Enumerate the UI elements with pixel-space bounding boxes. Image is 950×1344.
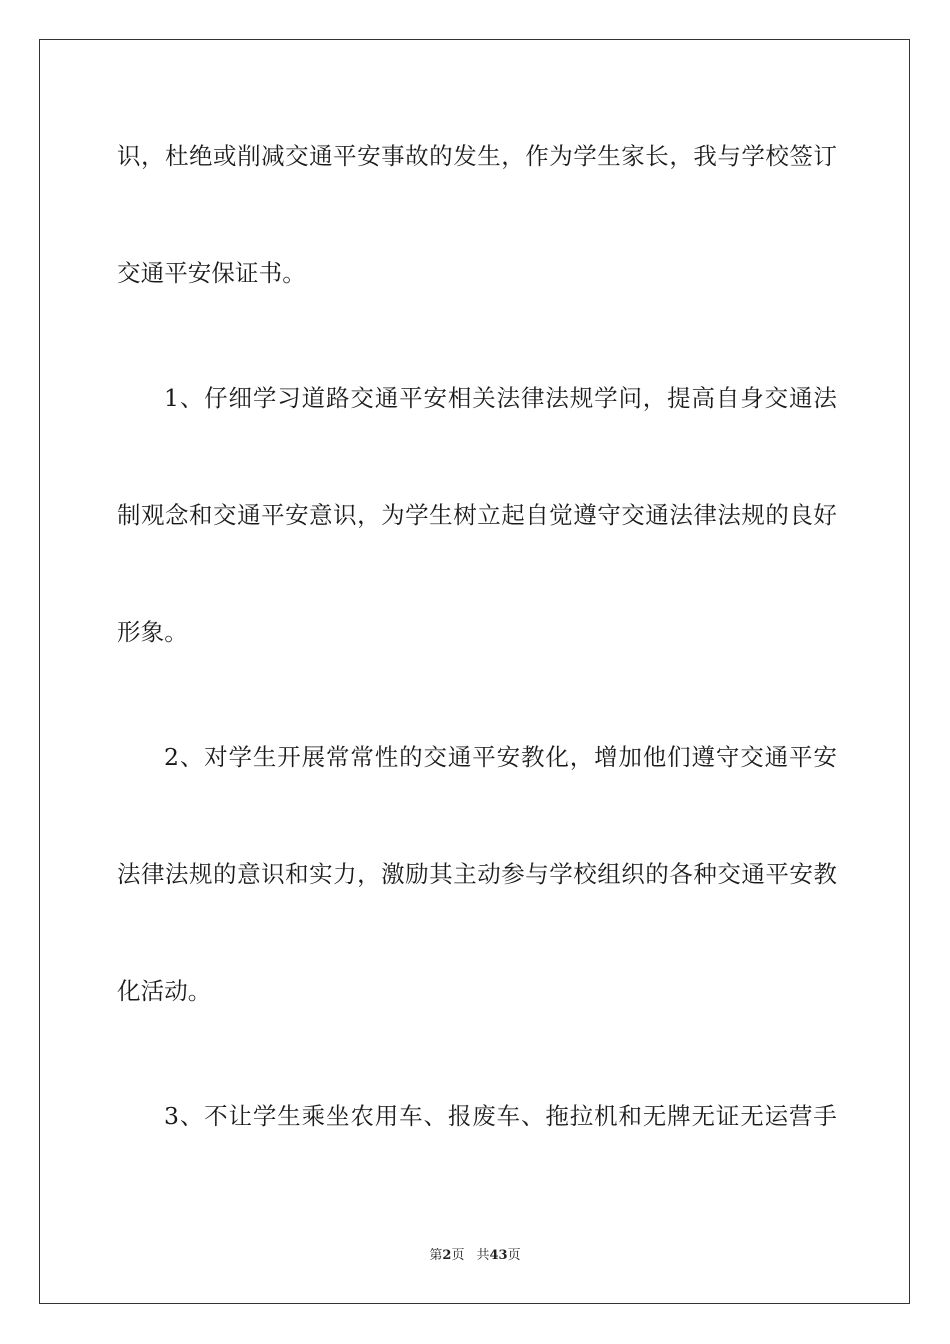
paragraph-line-5: 形象。 [117,618,188,646]
footer-total-suffix: 页 [507,1248,521,1263]
paragraph-line-8: 化活动。 [117,977,212,1005]
footer-page-suffix: 页 [451,1248,465,1263]
paragraph-line-6: 2、对学生开展常常性的交通平安教化，增加他们遵守交通平安 [164,743,837,771]
paragraph-line-3: 1、仔细学习道路交通平安相关法律法规学问，提高自身交通法 [164,384,837,412]
page-footer [0,1247,950,1265]
paragraph-line-9: 3、不让学生乘坐农用车、报废车、拖拉机和无牌无证无运营手 [164,1102,837,1130]
footer-page-number: 2 [442,1248,452,1263]
footer-page-prefix: 第 [429,1248,443,1263]
paragraph-line-1: 识，杜绝或削减交通平安事故的发生，作为学生家长，我与学校签订 [117,142,837,170]
footer-total-pages: 43 [489,1248,508,1263]
paragraph-line-2: 交通平安保证书。 [117,259,306,287]
paragraph-line-4: 制观念和交通平安意识，为学生树立起自觉遵守交通法律法规的良好 [117,501,837,529]
footer-total-prefix: 共 [476,1248,490,1263]
paragraph-line-7: 法律法规的意识和实力，激励其主动参与学校组织的各种交通平安教 [117,860,837,888]
